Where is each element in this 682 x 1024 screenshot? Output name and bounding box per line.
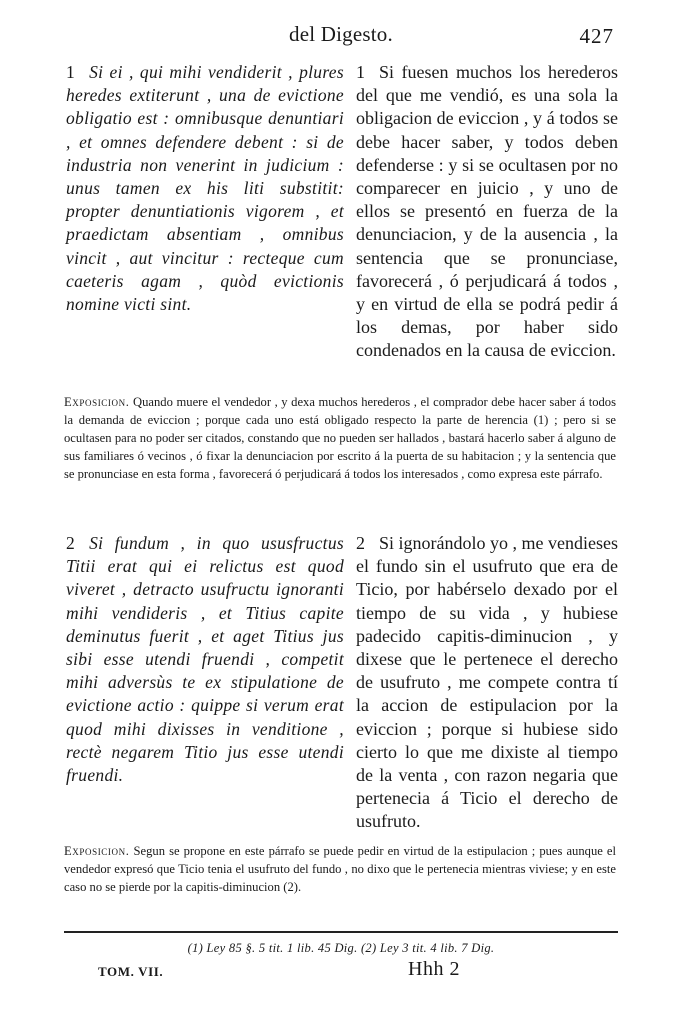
footnotes: (1) Ley 85 §. 5 tit. 1 lib. 45 Dig. (2) Ley 3 tit. 4 lib. 7 Dig. — [187, 941, 495, 955]
running-head — [0, 22, 682, 52]
section-1-number-spanish: 1 — [356, 62, 365, 82]
exposicion-2-label: Exposicion. — [64, 844, 130, 858]
footnote-rule — [64, 931, 618, 933]
exposicion-2 — [64, 842, 616, 896]
section-1-number-latin: 1 — [66, 62, 76, 82]
section-2-number-spanish: 2 — [356, 533, 365, 553]
running-title: del Digesto. — [289, 22, 393, 46]
section-2-latin-text — [66, 532, 344, 787]
exposicion-1 — [64, 393, 616, 483]
page-number: 427 — [579, 24, 614, 48]
section-2-number-latin: 2 — [66, 533, 76, 553]
section-2-latin-body: Si fundum , in quo ususfructus Titii erat qui ei relictus est quod viveret , detracto usufructu ignoranti mihi vendideris , et Titius capite deminutus fuerit , et aget Titius jus sibi esse utendi fruendi , competit mihi adversùs te ex stipulatione de evictione actio : quippe si verum erat quod mihi dixisses in venditione , rectè negarem Titio jus esse utendi fruendi. — [66, 533, 344, 786]
section-1-latin-text — [66, 61, 344, 316]
exposicion-2-text: Segun se propone en este párrafo se puede pedir en virtud de la estipulacion ; pues aunque el vendedor expresó que Ticio tenia el usufruto del fundo , no dixo que le pertenecia mientras viviese; y en este caso no se pierde por la capitis-diminucion (2). — [64, 844, 616, 895]
volume-signature: TOM. VII. — [98, 964, 164, 979]
section-2-spanish-text — [356, 532, 618, 834]
section-1-spanish-body: Si fuesen muchos los herederos del que me vendió, es una sola la obligacion de eviccion , y á todos se debe hacer saber, y todos deben defenderse : y si se ocultasen por no comparecer en juicio , y uno de ellos se presentó en fuerza de la denunciacion, y de la ausencia , la sentencia que se pronunciase, favorecerá , ó perjudicará á todos , y en virtud de ella se podrá pedir á los demas, por haber sido condenados en la causa de eviccion. — [356, 62, 618, 361]
section-2-spanish-body: Si ignorándolo yo , me vendieses el fundo sin el usufruto que era de Ticio, por habérselo dexado por el tiempo de su vida , y hubiese padecido capitis-diminucion , y dixese que le pertenece el derecho de usufruto , me compete contra tí la accion de estipulacion por la eviccion ; porque si hubiese sido cierto lo que me dixiste al tiempo de la venta , con razon negaria que pertenecia á Ticio el derecho de usufruto. — [356, 533, 618, 832]
section-1-latin-body: Si ei , qui mihi vendiderit , plures heredes extiterunt , una de evictione obligatio est : omnibusque denuntiari , et omnes defendere debent : si de industria non venerint in judicium : unus tamen ex his liti substitit: propter denuntiationis vigorem , et praedictam absentiam , omnibus vincit , aut vincitur : recteque cum caeteris agam , quòd evictionis nomine victi sint. — [66, 62, 344, 315]
gathering-signature: Hhh 2 — [408, 958, 460, 980]
exposicion-1-text: Quando muere el vendedor , y dexa muchos herederos , el comprador debe hacer saber á todos la demanda de eviccion ; porque cada uno está obligado respecto la parte de herencia (1) ; pero si se ocultasen para no poder ser citados, constando que no pueden ser hallados , bastará hacerlo saber á alguno de sus familiares ó vecinos , ó fixar la denunciacion por escrito á la puerta de su habitacion ; y la sentencia que se pronunciase en esta forma , favorecerá ó perjudicará á todos los interesados , como expresa este párrafo. — [64, 395, 616, 482]
exposicion-1-label: Exposicion. — [64, 395, 130, 409]
section-1-spanish-text — [356, 61, 618, 363]
